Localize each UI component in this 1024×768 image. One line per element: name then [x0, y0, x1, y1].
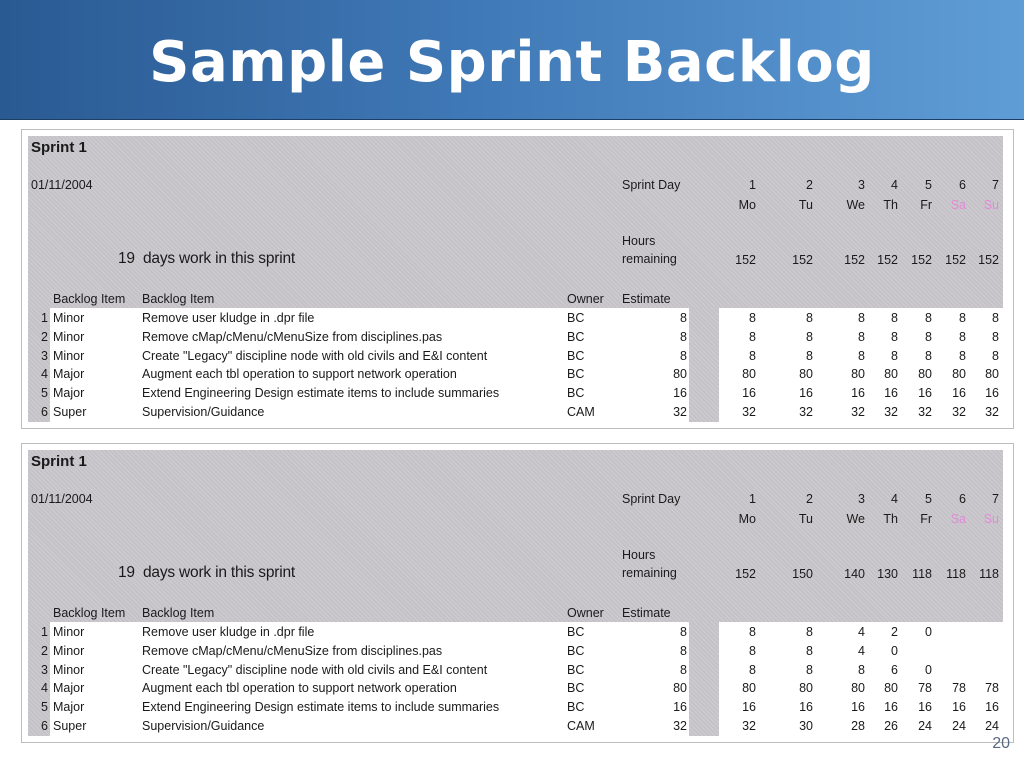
item-estimate: 16	[673, 700, 687, 715]
separator-column	[689, 308, 719, 422]
daily-hours: 26	[884, 719, 898, 733]
daily-hours: 0	[925, 662, 932, 677]
daily-hours: 0	[925, 625, 932, 639]
hours-remaining-value: 152	[735, 567, 756, 581]
item-owner: BC	[567, 329, 585, 344]
daily-hours: 80	[851, 367, 865, 382]
item-description: Augment each tbl operation to support network operation	[142, 367, 457, 382]
sprint-day-number: 1	[749, 178, 756, 192]
row-number: 3	[41, 662, 48, 677]
sprint-name: Sprint 1	[31, 453, 87, 470]
daily-hours: 2	[891, 625, 898, 639]
daily-hours: 16	[742, 700, 756, 715]
separator-column	[689, 622, 719, 736]
sprint-day-name: We	[846, 198, 865, 212]
row-number: 4	[41, 681, 48, 696]
item-description: Extend Engineering Design estimate items to include summaries	[142, 386, 500, 401]
hours-remaining-value: 118	[912, 567, 932, 581]
daily-hours: 16	[918, 386, 932, 401]
column-header-owner: Owner	[567, 292, 604, 306]
row-number: 1	[41, 625, 48, 639]
days-count: 19	[118, 250, 135, 267]
item-category: Major	[53, 367, 85, 382]
daily-hours: 16	[918, 700, 932, 715]
daily-hours: 8	[806, 348, 813, 363]
item-category: Minor	[53, 625, 85, 639]
item-description: Extend Engineering Design estimate items to include summaries	[142, 700, 500, 715]
item-category: Super	[53, 719, 87, 733]
sprint-day-name: Su	[983, 512, 999, 526]
sprint-day-number: 7	[992, 492, 999, 506]
sprint-date: 01/11/2004	[31, 492, 93, 506]
slide-title: Sample Sprint Backlog	[149, 30, 875, 95]
daily-hours: 8	[749, 625, 756, 639]
sprint-day-number: 5	[925, 178, 932, 192]
item-category: Minor	[53, 329, 85, 344]
sprint-day-name: Th	[883, 198, 898, 212]
item-description: Create "Legacy" discipline node with old civils and E&I content	[142, 662, 488, 677]
row-number: 3	[41, 348, 48, 363]
item-category: Minor	[53, 348, 85, 363]
daily-hours: 78	[952, 681, 966, 696]
hours-remaining-value: 152	[844, 253, 865, 267]
sprint-day-name: Fr	[920, 512, 932, 526]
daily-hours: 8	[925, 329, 932, 344]
item-estimate: 16	[673, 386, 687, 401]
daily-hours: 0	[891, 643, 898, 658]
daily-hours: 16	[884, 700, 898, 715]
sprint-day-name: Su	[983, 198, 999, 212]
hours-remaining-value: 118	[979, 567, 999, 581]
item-owner: BC	[567, 643, 585, 658]
daily-hours: 78	[985, 681, 999, 696]
daily-hours: 8	[891, 329, 898, 344]
item-estimate: 8	[680, 329, 687, 344]
daily-hours: 16	[742, 386, 756, 401]
item-category: Minor	[53, 311, 85, 325]
slide-number: 20	[992, 735, 1010, 752]
daily-hours: 16	[952, 386, 966, 401]
sprint-day-number: 3	[858, 492, 865, 506]
daily-hours: 32	[918, 405, 932, 419]
column-header-estimate: Estimate	[622, 606, 671, 620]
sprint-date: 01/11/2004	[31, 178, 93, 192]
item-category: Minor	[53, 643, 85, 658]
sprint-day-number: 7	[992, 178, 999, 192]
item-owner: BC	[567, 367, 585, 382]
daily-hours: 8	[806, 329, 813, 344]
item-estimate: 8	[680, 662, 687, 677]
item-description: Remove cMap/cMenu/cMenuSize from disciplines.pas	[142, 643, 443, 658]
days-summary: days work in this sprint	[143, 250, 295, 267]
item-estimate: 8	[680, 625, 687, 639]
daily-hours: 8	[992, 311, 999, 325]
column-header-item: Backlog Item	[53, 606, 126, 620]
sprint-day-number: 6	[959, 178, 966, 192]
item-owner: BC	[567, 681, 585, 696]
hours-remaining-value: 152	[945, 253, 966, 267]
item-estimate: 80	[673, 367, 687, 382]
row-number: 2	[41, 643, 48, 658]
daily-hours: 32	[742, 719, 756, 733]
item-estimate: 32	[673, 405, 687, 419]
sprint-day-number: 4	[891, 492, 898, 506]
item-owner: CAM	[567, 719, 595, 733]
daily-hours: 28	[851, 719, 865, 733]
sprint-day-name: Sa	[950, 198, 966, 212]
hours-remaining-value: 152	[735, 253, 756, 267]
daily-hours: 8	[749, 329, 756, 344]
sprint-day-name: Fr	[920, 198, 932, 212]
daily-hours: 8	[925, 311, 932, 325]
daily-hours: 8	[959, 348, 966, 363]
item-estimate: 80	[673, 681, 687, 696]
daily-hours: 4	[858, 643, 865, 658]
daily-hours: 80	[742, 367, 756, 382]
daily-hours: 32	[799, 405, 813, 419]
hours-remaining-value: 140	[844, 567, 865, 581]
daily-hours: 80	[952, 367, 966, 382]
daily-hours: 8	[806, 643, 813, 658]
daily-hours: 24	[918, 719, 932, 733]
item-description: Remove user kludge in .dpr file	[142, 625, 315, 639]
daily-hours: 80	[884, 681, 898, 696]
hours-remaining-value: 152	[978, 253, 999, 267]
item-owner: BC	[567, 662, 585, 677]
daily-hours: 80	[985, 367, 999, 382]
sprint-day-name: Sa	[950, 512, 966, 526]
hours-remaining-value: 152	[911, 253, 932, 267]
item-category: Major	[53, 700, 85, 715]
item-description: Remove cMap/cMenu/cMenuSize from disciplines.pas	[142, 329, 443, 344]
item-owner: BC	[567, 311, 585, 325]
sprint-day-label: Sprint Day	[622, 178, 681, 192]
item-description: Augment each tbl operation to support network operation	[142, 681, 457, 696]
title-band	[0, 0, 1024, 120]
sprint-day-name: Mo	[738, 512, 756, 526]
item-estimate: 8	[680, 348, 687, 363]
item-description: Supervision/Guidance	[142, 405, 265, 419]
sprint-day-name: Th	[883, 512, 898, 526]
item-category: Major	[53, 386, 85, 401]
daily-hours: 8	[858, 311, 865, 325]
row-number: 4	[41, 367, 48, 382]
daily-hours: 8	[749, 643, 756, 658]
daily-hours: 32	[742, 405, 756, 419]
column-header-estimate: Estimate	[622, 292, 671, 306]
sprint-day-name: Tu	[798, 512, 813, 526]
hours-remaining-value: 152	[792, 253, 813, 267]
sprint-day-label: Sprint Day	[622, 492, 681, 506]
daily-hours: 16	[985, 386, 999, 401]
item-estimate: 32	[673, 719, 687, 733]
item-description: Supervision/Guidance	[142, 719, 265, 733]
daily-hours: 78	[918, 681, 932, 696]
daily-hours: 16	[799, 386, 813, 401]
sprint-day-number: 3	[858, 178, 865, 192]
sprint-day-number: 1	[749, 492, 756, 506]
daily-hours: 8	[749, 662, 756, 677]
daily-hours: 8	[806, 625, 813, 639]
row-number: 2	[41, 329, 48, 344]
row-number: 5	[41, 700, 48, 715]
daily-hours: 8	[858, 329, 865, 344]
item-category: Minor	[53, 662, 85, 677]
row-number: 6	[41, 405, 48, 419]
daily-hours: 8	[891, 311, 898, 325]
daily-hours: 8	[992, 348, 999, 363]
column-header-description: Backlog Item	[142, 606, 215, 620]
daily-hours: 8	[891, 348, 898, 363]
sprint-day-number: 6	[959, 492, 966, 506]
row-number: 5	[41, 386, 48, 401]
row-number: 6	[41, 719, 48, 733]
daily-hours: 16	[952, 700, 966, 715]
daily-hours: 6	[891, 662, 898, 677]
daily-hours: 4	[858, 625, 865, 639]
daily-hours: 16	[851, 700, 865, 715]
daily-hours: 32	[952, 405, 966, 419]
column-header-owner: Owner	[567, 606, 604, 620]
hours-remaining-value: 130	[877, 567, 898, 581]
daily-hours: 8	[858, 662, 865, 677]
sprint-day-name: Mo	[738, 198, 756, 212]
sprint-day-number: 4	[891, 178, 898, 192]
daily-hours: 80	[851, 681, 865, 696]
daily-hours: 8	[992, 329, 999, 344]
daily-hours: 30	[799, 719, 813, 733]
hours-label: Hours	[622, 234, 656, 248]
sprint-day-number: 2	[806, 178, 813, 192]
hours-remaining-value: 152	[877, 253, 898, 267]
sprint-day-name: Tu	[798, 198, 813, 212]
sprint-day-name: We	[846, 512, 865, 526]
item-owner: CAM	[567, 405, 595, 419]
item-owner: BC	[567, 386, 585, 401]
sprint-backlog-table	[21, 443, 1014, 743]
daily-hours: 8	[858, 348, 865, 363]
item-estimate: 8	[680, 311, 687, 325]
daily-hours: 32	[884, 405, 898, 419]
row-number: 1	[41, 311, 48, 325]
daily-hours: 16	[851, 386, 865, 401]
sprint-day-number: 5	[925, 492, 932, 506]
item-owner: BC	[567, 625, 585, 639]
daily-hours: 8	[959, 311, 966, 325]
sprint-day-number: 2	[806, 492, 813, 506]
hours-label: remaining	[622, 252, 677, 266]
daily-hours: 16	[985, 700, 999, 715]
sprint-backlog-table	[21, 129, 1014, 429]
daily-hours: 8	[749, 311, 756, 325]
hours-remaining-value: 118	[946, 567, 966, 581]
hours-label: Hours	[622, 548, 656, 562]
daily-hours: 16	[799, 700, 813, 715]
daily-hours: 8	[959, 329, 966, 344]
item-category: Major	[53, 681, 85, 696]
daily-hours: 80	[884, 367, 898, 382]
hours-label: remaining	[622, 566, 677, 580]
daily-hours: 24	[952, 719, 966, 733]
days-summary: days work in this sprint	[143, 564, 295, 581]
header-background	[28, 450, 1003, 622]
daily-hours: 8	[806, 662, 813, 677]
item-estimate: 8	[680, 643, 687, 658]
item-category: Super	[53, 405, 87, 419]
daily-hours: 80	[799, 681, 813, 696]
sprint-backlog-sheet	[22, 130, 1013, 428]
item-owner: BC	[567, 348, 585, 363]
daily-hours: 8	[925, 348, 932, 363]
item-description: Remove user kludge in .dpr file	[142, 311, 315, 325]
daily-hours: 24	[985, 719, 999, 733]
sprint-backlog-sheet	[22, 444, 1013, 742]
daily-hours: 32	[985, 405, 999, 419]
item-owner: BC	[567, 700, 585, 715]
hours-remaining-value: 150	[792, 567, 813, 581]
days-count: 19	[118, 564, 135, 581]
daily-hours: 32	[851, 405, 865, 419]
daily-hours: 16	[884, 386, 898, 401]
daily-hours: 80	[918, 367, 932, 382]
item-description: Create "Legacy" discipline node with old civils and E&I content	[142, 348, 488, 363]
daily-hours: 8	[749, 348, 756, 363]
column-header-description: Backlog Item	[142, 292, 215, 306]
header-background	[28, 136, 1003, 308]
daily-hours: 80	[799, 367, 813, 382]
daily-hours: 80	[742, 681, 756, 696]
sprint-name: Sprint 1	[31, 139, 87, 156]
column-header-item: Backlog Item	[53, 292, 126, 306]
daily-hours: 8	[806, 311, 813, 325]
